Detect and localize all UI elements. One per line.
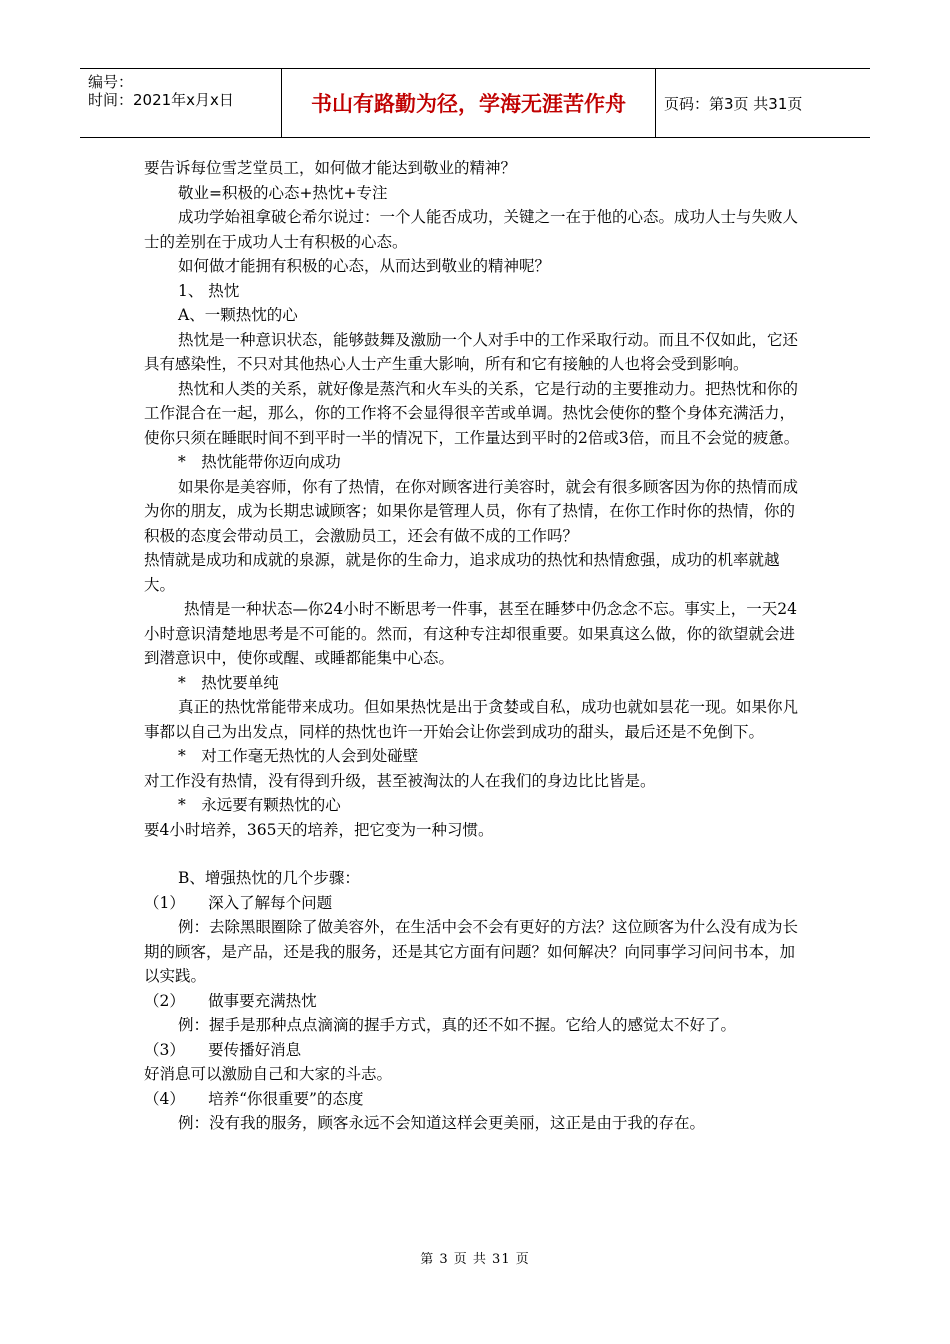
- page-footer: 第 3 页 共 31 页: [420, 1252, 530, 1267]
- paragraph: 要4小时培养，365天的培养，把它变为一种习惯。: [144, 820, 494, 839]
- paragraph: 成功学始祖拿破仑希尔说过：一个人能否成功，关键之一在于他的心态。成功人士与失败人士的差别在于成功人士有积极的心态。: [144, 208, 799, 251]
- date-label: 时间：2021年x月x日: [88, 91, 234, 109]
- paragraph: 如果你是美容师，你有了热情，在你对顾客进行美容时，就会有很多顾客因为你的热情而成为你的朋友，成为长期忠诚顾客；如果你是管理人员，你有了热情，在你工作时你的热情，你的积极的态度会带动员工，会激励员工，还会有做不成的工作吗？: [144, 477, 799, 545]
- serial-number-label: 编号：: [88, 73, 134, 91]
- paragraph: （1） 深入了解每个问题: [144, 893, 333, 912]
- paragraph: 热忱是一种意识状态，能够鼓舞及激励一个人对手中的工作采取行动。而且不仅如此，它还具有感染性，不只对其他热心人士产生重大影响，所有和它有接触的人也将会受到影响。: [144, 330, 799, 373]
- paragraph: * 热忱能带你迈向成功: [178, 453, 341, 471]
- header-meta: [80, 69, 282, 137]
- paragraph: * 永远要有颗热忱的心: [178, 796, 341, 814]
- paragraph: （2） 做事要充满热忱: [144, 991, 317, 1010]
- header-page-info: 页码：第3页 共31页: [664, 94, 803, 113]
- paragraph: （3） 要传播好消息: [144, 1040, 302, 1059]
- paragraph: 真正的热忱常能带来成功。但如果热忱是出于贪婪或自私，成功也就如昙花一现。如果你凡事都以自己为出发点，同样的热忱也许一开始会让你尝到成功的甜头，最后还是不免倒下。: [144, 698, 799, 741]
- paragraph: A、一颗热忱的心: [178, 306, 298, 324]
- paragraph: 例：没有我的服务，顾客永远不会知道这样会更美丽，这正是由于我的存在。: [178, 1114, 706, 1132]
- paragraph: 1、 热忱: [178, 281, 240, 300]
- document-body: [144, 156, 810, 1136]
- paragraph: 热情就是成功和成就的泉源，就是你的生命力，追求成功的热忱和热情愈强，成功的机率就越大。: [144, 551, 780, 594]
- paragraph: 敬业=积极的心态+热忱+专注: [178, 183, 388, 202]
- document-header: [80, 68, 870, 138]
- paragraph: 要告诉每位雪芝堂员工，如何做才能达到敬业的精神？: [144, 159, 517, 177]
- paragraph: B、增强热忱的几个步骤：: [178, 869, 360, 887]
- paragraph: 热情是一种状态—你24小时不断思考一件事，甚至在睡梦中仍念念不忘。事实上，一天24小时意识清楚地思考是不可能的。然而，有这种专注却很重要。如果真这么做，你的欲望就会进到潜意识中，使你或醒、或睡都能集中心态。: [144, 600, 797, 667]
- blank-line: [144, 842, 810, 866]
- paragraph: 如何做才能拥有积极的心态，从而达到敬业的精神呢？: [178, 257, 551, 275]
- paragraph: * 热忱要单纯: [178, 673, 279, 692]
- paragraph: 例：握手是那种点点滴滴的握手方式，真的还不如不握。它给人的感觉太不好了。: [178, 1016, 737, 1034]
- paragraph: 例：去除黑眼圈除了做美容外，在生活中会不会有更好的方法？这位顾客为什么没有成为长期的顾客，是产品，还是我的服务，还是其它方面有问题？如何解决？向同事学习问问书本，加以实践。: [144, 918, 799, 985]
- paragraph: 热忱和人类的关系，就好像是蒸汽和火车头的关系，它是行动的主要推动力。把热忱和你的工作混合在一起，那么，你的工作将不会显得很辛苦或单调。热忱会使你的整个身体充满活力，使你只须在睡眠时间不到平时一半的情况下，工作量达到平时的2倍或3倍，而且不会觉的疲惫。: [144, 379, 800, 447]
- paragraph: * 对工作毫无热忱的人会到处碰壁: [178, 747, 419, 765]
- paragraph: 好消息可以激励自己和大家的斗志。: [144, 1065, 393, 1083]
- paragraph: 对工作没有热情，没有得到升级，甚至被淘汰的人在我们的身边比比皆是。: [144, 771, 656, 790]
- header-motto: 书山有路勤为径，学海无涯苦作舟: [282, 69, 656, 137]
- paragraph: （4） 培养“你很重要”的态度: [144, 1089, 364, 1108]
